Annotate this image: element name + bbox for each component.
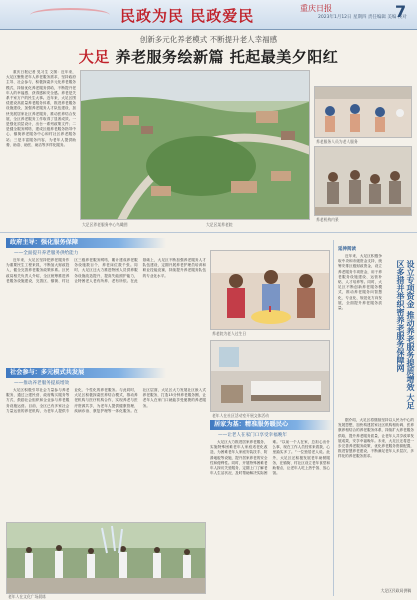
section-title: 民政为民 民政爱民 [120,7,255,25]
decorative-wave [30,8,110,22]
exercise-photo [6,522,206,594]
caption-building: 大足区某养老院 [206,222,233,227]
section1-title: 政府主导：强化服务保障 [6,238,166,248]
interior-photo [314,146,412,216]
headline-text: 养老服务绘新篇 托起最美夕阳红 [115,48,339,66]
section3-header [210,420,334,438]
issue-meta: 2023年1月12日 星期四 责任编辑 美编 校对 [318,15,407,20]
page-masthead [0,0,417,30]
section1-body: 近年来，大足区坚持把养老服务作为重要民生工程来抓，不断加大财政投入，健全完善养老服务政策体系。区民政局相关负责人介绍，全区统筹推进养老服务设施建设，完善区、镇街、村社区三级养老服务网络，累计建成养老服务设施数百个，养老床位数千张。同时，大足区还大力推进特困人员供养服务设施改造提升，提高失能照护能力，让特困老人老有所养、老有所依。在此基础上，大足区不断加强养老服务人才队伍建设，定期开展养老护理员培训和职业技能竞赛，持续提升养老服务队伍的专业化水平。 [6,258,206,283]
caption-aerial: 大足区养老服务中心鸟瞰图 [82,222,128,227]
service-photo [314,86,412,138]
article-headline [0,46,417,67]
section3-sub: ——让老人在家门口享受幸福晚年 [218,433,287,438]
section2-title: 社会参与：多元模式共发展 [6,368,166,378]
caption-interior: 养老机构内景 [316,217,339,222]
section1-sub: ——全面提升养老服务供给能力 [14,251,79,256]
caption-room: 老年人在社区活动室开展文体活动 [212,413,269,418]
sidebar [334,242,417,600]
section3-title: 居家为基：精准服务暖民心 [210,420,334,430]
sidebar-title: 设立专项资金 推动养老服务提质增效 大足区多措并举织密养老服务保障网 [396,260,416,410]
section1-header [6,238,166,256]
birthday-photo [210,250,330,330]
section2-body: 大足区积极引导社会力量参与养老服务，通过公建民营、政府购买服务等方式，鼓励社会组织和企业参与养老服务设施运营。目前，全区已有多家社会力量运营的养老机构，为老年人提供专业化、个性化的养老服务。与此同时，大足区积极探索医养结合模式，推动养老机构与医疗机构合作，实现养老与医疗资源共享，为老年人提供健康管理、疾病诊治、康复护理等一体化服务。在社区层面，大足区大力发展社区嵌入式养老服务，打造15分钟养老服务圈，让老年人在家门口就能享受便捷的养老服务。 [6,388,206,413]
newspaper-logo: 重庆日报 [300,4,332,13]
sidebar-byline: 大足区民政局供稿 [380,588,411,593]
sidebar-label: 延伸阅读 [338,247,356,252]
section2-sub: ——推动养老服务提质增效 [14,381,70,386]
caption-exercise: 老年人在文化广场晨练 [8,594,46,599]
caption-birthday: 养老院为老人过生日 [212,331,247,336]
section2-header [6,368,166,386]
article-subhead: 创新多元化养老模式 不断提升老人幸福感 [139,35,278,44]
section3-body: 大足区大力推进居家养老服务，实施特殊困难老年人家庭适老化改造，为困难老年人家庭安装扶手、防滑地板等设施，提升居家养老的安全性和便利性。同时，开展特殊困难老年人探访关爱服务，定期上门了解老年人生活状况，及时帮助解决实际困难。“以前一个人在家，总担心出什么事，现在工作人员经常来看我，心里踏实多了。”一位独居老人说。此外，大足区还积极发展老年助餐服务，在镇街、村社区设立老年食堂和助餐点，让老年人吃上热乎饭、放心饭。 [210,440,330,476]
sidebar-body-2: 据介绍，大足区将继续坚持以人民为中心的发展思想，加快构建居家社区机构相协调、医养康养相结合的养老服务体系，持续扩大养老服务供给，提升养老服务质量，让老年人共享改革发展成果，安享幸福晚年。未来，大足区还将进一步完善养老服务政策，优化养老服务资源配置，推进智慧养老建设，不断满足老年人多层次、多样化的养老服务需求。 [338,418,414,459]
section-divider [0,232,417,233]
headline-place: 大足 [78,48,110,66]
sidebar-divider [333,240,334,596]
aerial-photo [80,70,310,220]
caption-service: 养老服务人员为老人服务 [316,139,358,144]
sidebar-body: 近年来，大足区积极争取中央和市级资金支持，统筹安排区级财政资金，设立养老服务专项资金，用于养老服务设施建设、运营补贴、人才培养等。同时，大足区不断创新养老服务模式，推动养老服务向智慧化、专业化、规范化方向发展，全面提升养老服务质量。 [338,254,382,311]
page-number: 7 [395,2,407,21]
room-photo [210,340,330,412]
intro-text: 重庆日报记者 见习生 文图：近年来，大足区聚焦老年人养老服务需求，坚持政府主导、社会参与，积极探索多元化养老服务模式，持续优化养老服务供给，不断提升老年人的幸福感、获得感和安全感。养老是关系千家万户的民生大事。近年来，大足区围绕建设高质量养老服务体系，推进养老服务设施建设，加强养老服务人才队伍建设，加快发展居家社区养老服务，推动医养结合发展，全区养老服务工作取得了显著成效。一是强化顶层设计，出台一系列政策文件；二是健全服务网络，建成区级养老服务指导中心、镇街养老服务中心和村社区养老服务站；三是丰富服务内容，为老年人提供助餐、助浴、助医、助洁等多样化服务。 [6,70,76,147]
